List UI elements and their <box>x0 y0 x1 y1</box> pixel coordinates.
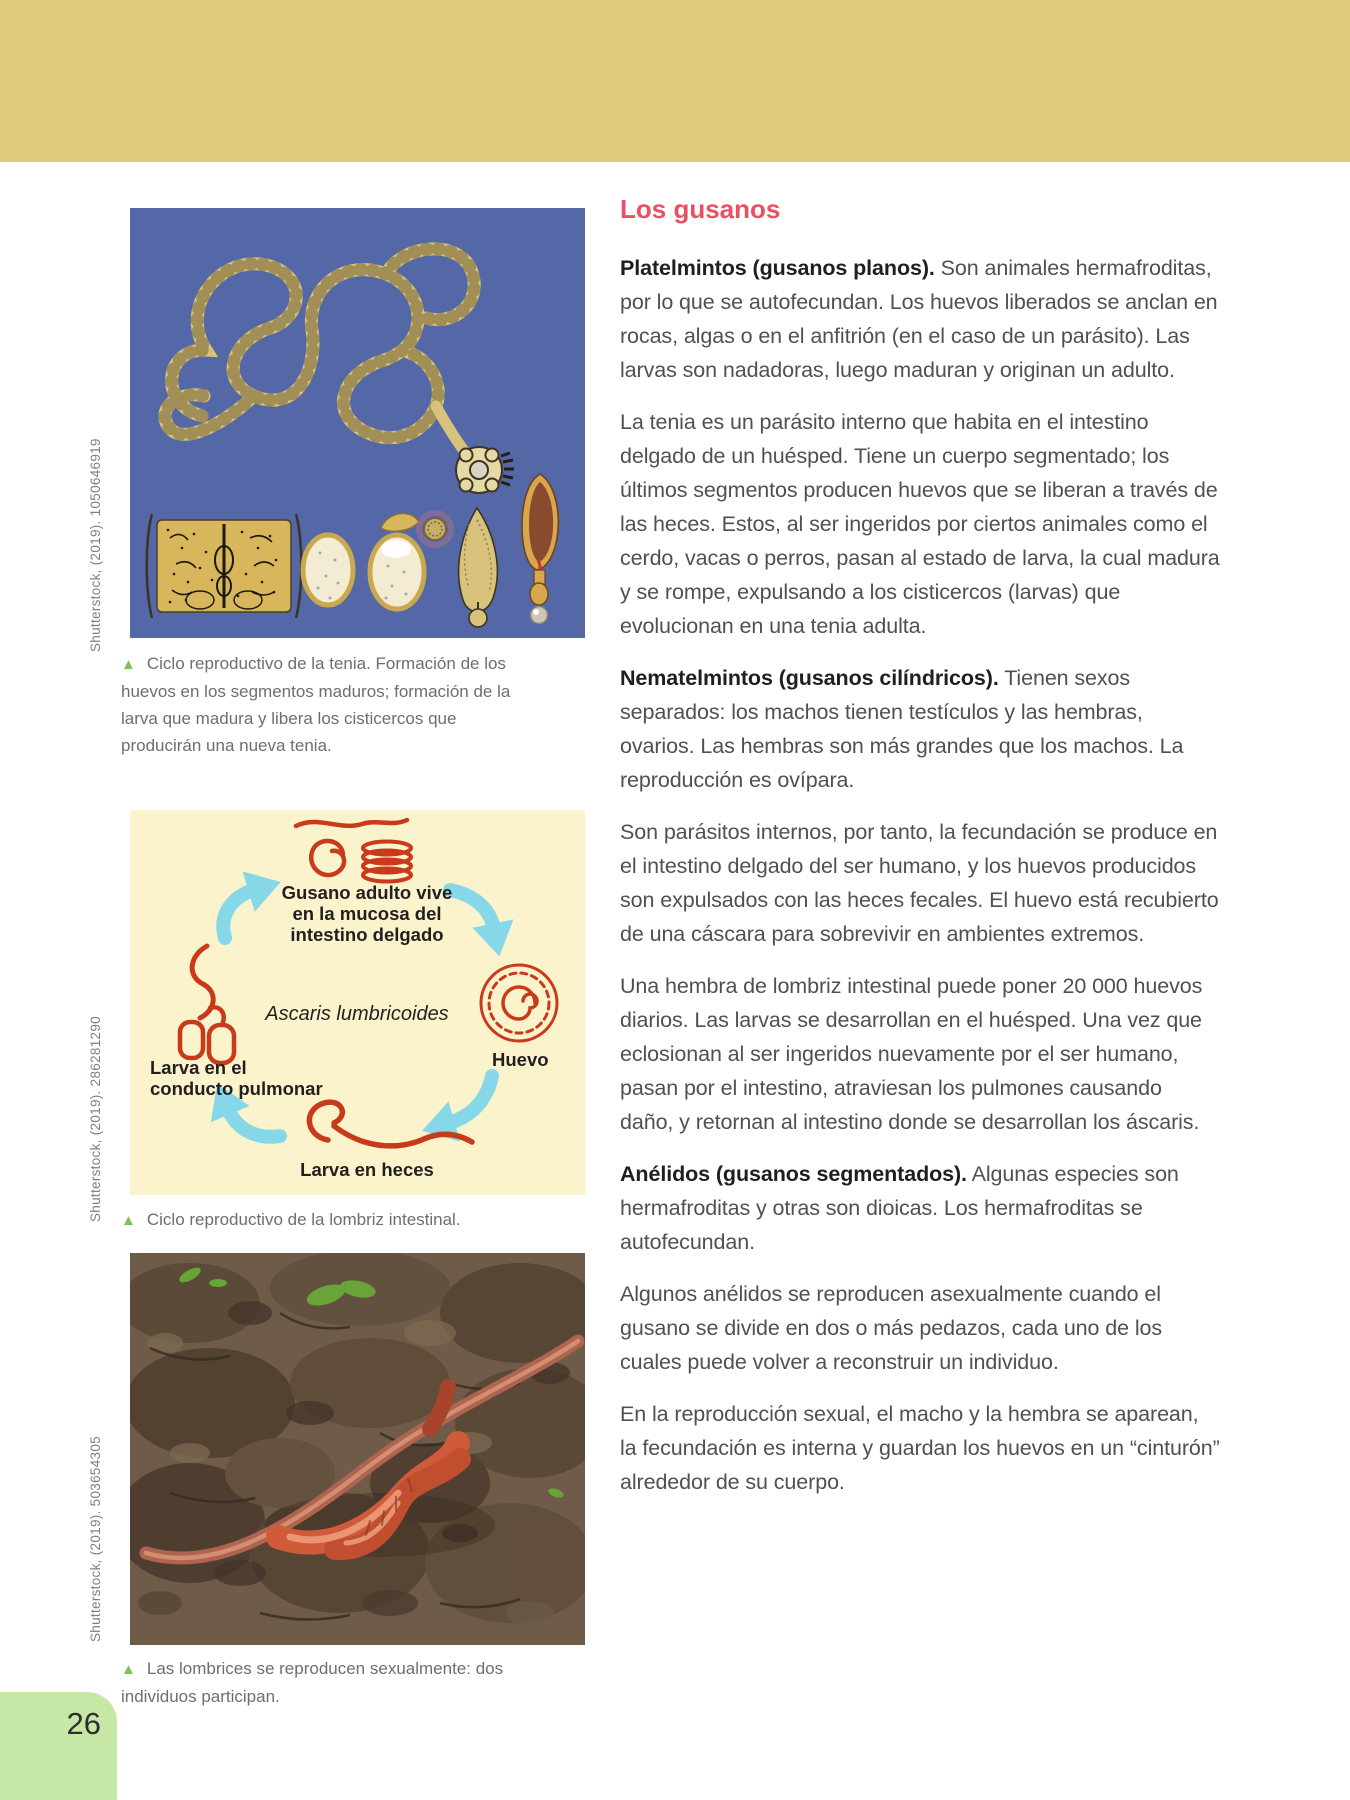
caption-marker-icon: ▲ <box>121 656 136 673</box>
proglottid <box>147 514 302 618</box>
photo-credit-3: Shutterstock, (2019). 503654305 <box>88 1436 103 1642</box>
paragraph-parasitos <box>620 815 1220 951</box>
paragraph-tenia <box>620 405 1220 643</box>
caption-marker-icon: ▲ <box>121 1661 136 1678</box>
figure-tapeworm-cycle-image <box>130 208 585 638</box>
figure-caption-1-text: Ciclo reproductivo de la tenia. Formación de los huevos en los segmentos maduros; formación de la larva que madura y libera los cisticercos que producirán una nueva tenia. <box>121 654 511 755</box>
paragraph-text: Son parásitos internos, por tanto, la fecundación se produce en el intestino delgado del ser humano, y los huevos producidos son expulsados con las heces fecales. El huevo está recubierto de una cáscara para sobrevivir en ambientes extremos. <box>620 820 1219 946</box>
adult-worm-icon <box>296 820 407 826</box>
figure-earthworms-photo <box>130 1253 585 1645</box>
figure-caption-2 <box>121 1206 521 1234</box>
photo-credit-1: Shutterstock, (2019). 1050646919 <box>88 438 103 652</box>
figure-caption-3 <box>121 1655 521 1710</box>
paragraph-text: En la reproducción sexual, el macho y la hembra se aparean, la fecundación es interna y guardan los huevos en un “cinturón” alrededor de su cuerpo. <box>620 1402 1220 1494</box>
figure-caption-2-text: Ciclo reproductivo de la lombriz intestinal. <box>146 1210 461 1229</box>
paragraph-text: Algunas especies son hermafroditas y otras son dioicas. Los hermafroditas se autofecundan. <box>620 1162 1179 1254</box>
paragraph-text: Una hembra de lombriz intestinal puede poner 20 000 huevos diarios. Las larvas se desarrollan en el huésped. Una vez que eclosionan al ser ingeridos nuevamente por el ser humano, pasan por el intestino, atraviesan los pulmones causando daño, y retornan al intestino donde se desarrollan los áscaris. <box>620 974 1203 1134</box>
paragraph-anelidos <box>620 1157 1220 1259</box>
top-banner <box>0 0 1350 162</box>
diagram-species-name: Ascaris lumbricoides <box>265 1003 449 1025</box>
diagram-label-egg: Huevo <box>492 1049 549 1070</box>
page-number: 26 <box>66 1706 101 1741</box>
paragraph-nematelmintos <box>620 661 1220 797</box>
figure-ascaris-cycle-diagram <box>130 810 585 1195</box>
earthworms-photo-art <box>130 1253 585 1645</box>
figure-caption-3-text: Las lombrices se reproducen sexualmente: dos individuos participan. <box>121 1659 504 1706</box>
caption-marker-icon: ▲ <box>121 1212 136 1229</box>
paragraph-lead: Anélidos (gusanos segmentados). <box>620 1162 967 1186</box>
diagram-label-feces-larva: Larva en heces <box>300 1159 434 1180</box>
paragraph-lead: Nematelmintos (gusanos cilíndricos). <box>620 666 999 690</box>
section-heading: Los gusanos <box>620 194 781 224</box>
paragraph-text: Tienen sexos separados: los machos tienen testículos y las hembras, ovarios. Las hembras son más grandes que los machos. La reproducción es ovípara. <box>620 666 1184 792</box>
lung-larva-icon <box>180 946 234 1063</box>
article-column <box>620 194 1220 1517</box>
photo-credit-2: Shutterstock, (2019). 286281290 <box>88 1016 103 1222</box>
tapeworm-illustration <box>130 208 585 638</box>
paragraph-text: La tenia es un parásito interno que habita en el intestino delgado de un huésped. Tiene un cuerpo segmentado; los últimos segmentos producen huevos que se liberan a través de las heces. Estos, al ser ingeridos por ciertos animales como el cerdo, vacas o perros, pasan al estado de larva, la cual madura y se rompe, expulsando a los cisticercos (larvas) que evolucionan en una tenia adulta. <box>620 410 1220 638</box>
paragraph-text: Son animales hermafroditas, por lo que se autofecundan. Los huevos liberados se anclan en rocas, algas o en el anfitrión (en el caso de un parásito). Las larvas son nadadoras, luego maduran y originan un adulto. <box>620 256 1218 382</box>
diagram-label-adult: Gusano adulto vive en la mucosa del intestino delgado <box>281 882 453 945</box>
paragraph-lead: Platelmintos (gusanos planos). <box>620 256 935 280</box>
paragraph-asexual <box>620 1277 1220 1379</box>
page-number-tab <box>0 1692 117 1800</box>
figure-caption-1 <box>121 650 521 759</box>
paragraph-platelmintos <box>620 251 1220 387</box>
paragraph-text: Algunos anélidos se reproducen asexualmente cuando el gusano se divide en dos o más pedazos, cada uno de los cuales puede volver a reconstruir un individuo. <box>620 1282 1163 1374</box>
paragraph-hembra-lombriz <box>620 969 1220 1139</box>
paragraph-sexual <box>620 1397 1220 1499</box>
egg-icon <box>481 965 557 1041</box>
diagram-label-lung-larva: Larva en el conducto pulmonar <box>150 1057 323 1099</box>
